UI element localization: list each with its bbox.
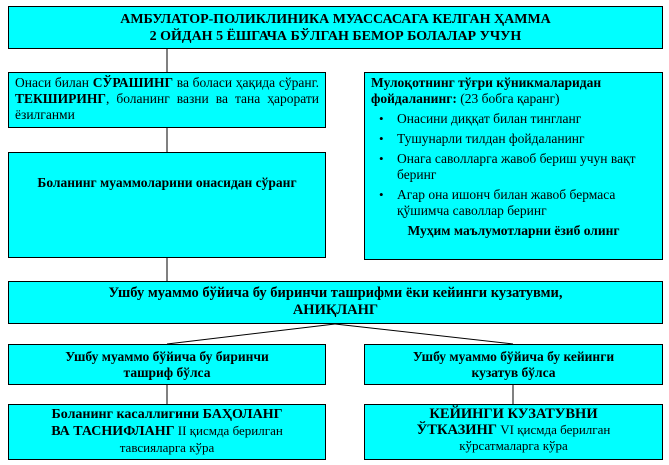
ask-bold-ask: СЎРАШИНГ xyxy=(92,75,174,90)
ask-text-3: , боланинг вазни ва тана ҳарорати ёзилганми xyxy=(15,91,319,122)
ask-bold-check: ТЕКШИРИНГ xyxy=(15,91,106,106)
communication-heading: Мулоқотнинг тўғри кўникмаларидан фойдаланинг: xyxy=(371,75,602,106)
title-line-2: 2 ОЙДАН 5 ЁШГАЧА БЎЛГАН БЕМОР БОЛАЛАР УЧУН xyxy=(149,29,522,44)
title-line-1: АМБУЛАТОР-ПОЛИКЛИНИКА МУАССАСАГА КЕЛГАН ҲАММА xyxy=(120,12,551,27)
communication-list xyxy=(371,111,656,219)
assess-line-1: Боланинг касаллигини БАҲОЛАНГ xyxy=(51,407,283,422)
title-box xyxy=(8,6,663,49)
assess-normal-2: II қисмда берилган xyxy=(174,423,283,438)
connector-question-first xyxy=(167,324,335,344)
visit-line-1: КЕЙИНГИ КУЗАТУВНИ xyxy=(429,406,598,422)
followup-visit-box xyxy=(364,404,663,460)
followup-line-2: кузатув бўлса xyxy=(471,365,556,380)
ask-box xyxy=(8,72,326,128)
first-visit-box xyxy=(8,344,326,385)
list-item: • Онага саволларга жавоб бериш учун вақт беринг xyxy=(397,151,656,183)
list-item: • Тушунарли тилдан фойдаланинг xyxy=(397,131,656,147)
first-visit-line-1: Ушбу муаммо бўйича бу биринчи xyxy=(65,349,269,364)
communication-heading-row xyxy=(371,75,656,107)
communication-box xyxy=(364,72,663,260)
ask-text-1: Онаси билан xyxy=(15,75,93,90)
communication-note: (23 бобга қаранг) xyxy=(456,91,560,106)
followup-line-1: Ушбу муаммо бўйича бу кейинги xyxy=(412,349,615,364)
assess-bold-2: ВА ТАСНИФЛАНГ xyxy=(51,424,175,439)
assess-box xyxy=(8,404,326,460)
list-item: • Агар она ишонч билан жавоб бермаса қўшимча саволлар беринг xyxy=(397,187,656,219)
question-line-2: АНИҚЛАНГ xyxy=(292,302,379,318)
problems-text: Боланинг муаммоларини онасидан сўранг xyxy=(37,175,297,190)
first-visit-line-2: ташриф бўлса xyxy=(123,365,211,380)
followup-box xyxy=(364,344,663,385)
assess-line-2 xyxy=(9,423,325,440)
visit-line-3: кўрсатмаларга кўра xyxy=(459,438,568,453)
visit-line-2 xyxy=(365,422,662,438)
communication-footer: Муҳим маълумотларни ёзиб олинг xyxy=(407,223,620,238)
problems-box xyxy=(8,152,326,258)
question-line-1: Ушбу муаммо бўйича бу биринчи ташрифми ёки кейинги кузатувми, xyxy=(108,285,563,301)
question-box xyxy=(8,281,663,324)
visit-bold-2: ЎТКАЗИНГ xyxy=(416,422,498,438)
assess-line-3: тавсияларга кўра xyxy=(119,440,215,455)
list-item: • Онасини диққат билан тингланг xyxy=(397,111,656,127)
connector-question-followup xyxy=(335,324,513,344)
visit-normal-2: VI қисмда берилган xyxy=(497,422,611,437)
ask-text-2: ва боласи ҳақида сўранг. xyxy=(173,75,319,90)
